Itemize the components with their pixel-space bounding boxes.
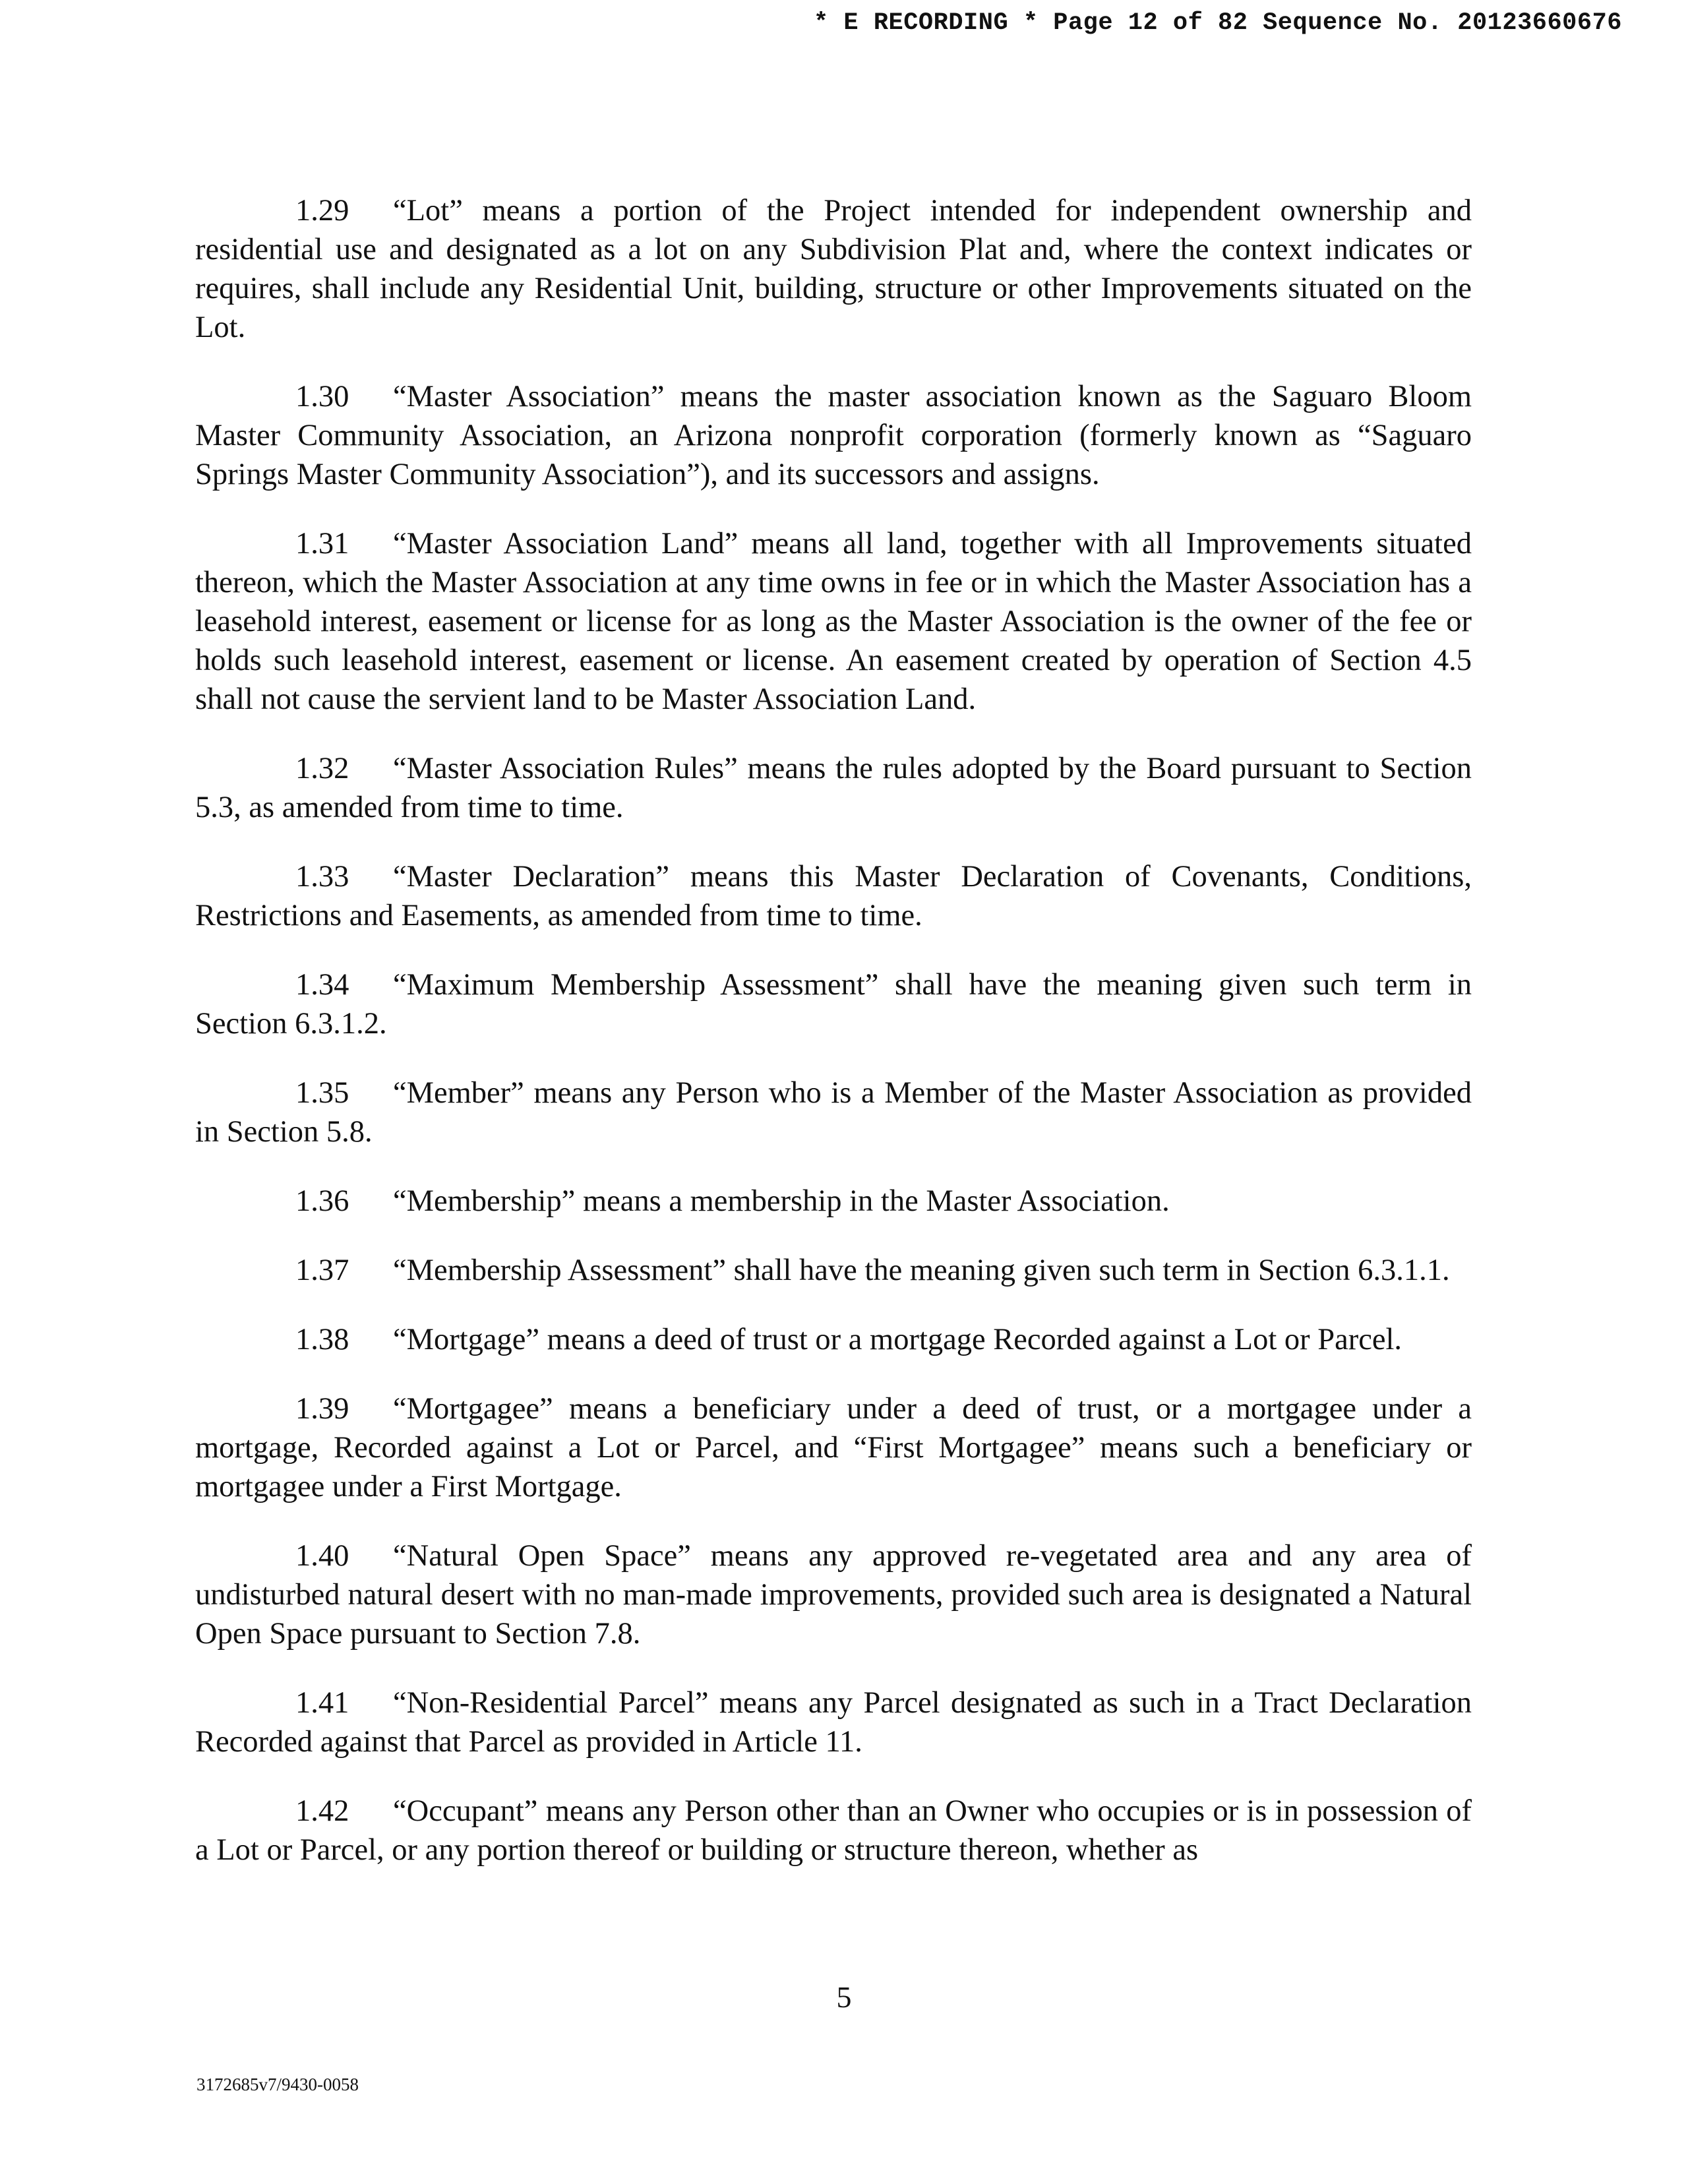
definition-paragraph (195, 965, 1472, 1043)
document-id: 3172685v7/9430-0058 (196, 2075, 359, 2094)
section-number: 1.34 (295, 968, 349, 1002)
definition-text: “Master Association Rules” means the rules adopted by the Board pursuant to Section 5.3, as amended from time to time. (195, 752, 1472, 824)
definition-text: “Member” means any Person who is a Member of the Master Association as provided in Section 5.8. (195, 1076, 1472, 1149)
definition-paragraph (195, 524, 1472, 719)
section-number: 1.40 (295, 1539, 349, 1573)
definition-text: “Non-Residential Parcel” means any Parcel designated as such in a Tract Declaration Recorded against that Parcel as provided in Article 11. (195, 1686, 1472, 1759)
section-number: 1.32 (295, 752, 349, 785)
recording-header: * E RECORDING * Page 12 of 82 Sequence No. 20123660676 (814, 9, 1622, 37)
definition-paragraph (195, 377, 1472, 494)
definition-paragraph (195, 749, 1472, 827)
section-number: 1.35 (295, 1076, 349, 1110)
definition-text: “Membership Assessment” shall have the meaning given such term in Section 6.3.1.1. (393, 1254, 1450, 1287)
definition-paragraph (195, 1251, 1472, 1290)
definition-text: “Master Association Land” means all land, together with all Improvements situated thereon, which the Master Association at any time owns in fee or in which the Master Association has a leasehold interest, easement or license for as long as the Master Association is the owner of the fee or holds such leasehold interest, easement or license. An easement created by operation of Section 4.5 shall not cause the servient land to be Master Association Land. (195, 527, 1472, 716)
section-number: 1.41 (295, 1686, 349, 1720)
definition-text: “Membership” means a membership in the Master Association. (393, 1184, 1170, 1218)
definitions-body (195, 191, 1472, 1900)
definition-paragraph (195, 1320, 1472, 1359)
definition-text: “Lot” means a portion of the Project intended for independent ownership and residential use and designated as a lot on any Subdivision Plat and, where the context indicates or requires, shall include any Residential Unit, building, structure or other Improvements situated on the Lot. (195, 194, 1472, 344)
section-number: 1.42 (295, 1794, 349, 1828)
section-number: 1.36 (295, 1184, 349, 1218)
page-number: 5 (836, 1980, 852, 2014)
definition-paragraph (195, 1684, 1472, 1761)
definition-paragraph (195, 1792, 1472, 1869)
definition-text: “Mortgagee” means a beneficiary under a deed of trust, or a mortgagee under a mortgage, Recorded against a Lot or Parcel, and “First Mortgagee” means such a beneficiary or mortgagee under a First Mortgage. (195, 1392, 1472, 1503)
definition-text: “Natural Open Space” means any approved re-vegetated area and any area of undisturbed natural desert with no man-made improvements, provided such area is designated a Natural Open Space pursuant to Section 7.8. (195, 1539, 1472, 1651)
section-number: 1.31 (295, 527, 349, 561)
definition-paragraph (195, 1074, 1472, 1151)
definition-paragraph (195, 1182, 1472, 1221)
definition-text: “Master Declaration” means this Master Declaration of Covenants, Conditions, Restrictions and Easements, as amended from time to time. (195, 860, 1472, 932)
section-number: 1.37 (295, 1254, 349, 1287)
definition-paragraph (195, 857, 1472, 935)
section-number: 1.38 (295, 1323, 349, 1356)
definition-text: “Occupant” means any Person other than an Owner who occupies or is in possession of a Lot or Parcel, or any portion thereof or building or structure thereon, whether as (195, 1794, 1472, 1867)
definition-text: “Master Association” means the master association known as the Saguaro Bloom Master Community Association, an Arizona nonprofit corporation (formerly known as “Saguaro Springs Master Community Association”), and its successors and assigns. (195, 380, 1472, 491)
definition-text: “Mortgage” means a deed of trust or a mortgage Recorded against a Lot or Parcel. (393, 1323, 1402, 1356)
definition-text: “Maximum Membership Assessment” shall have the meaning given such term in Section 6.3.1.2. (195, 968, 1472, 1041)
definition-paragraph (195, 1389, 1472, 1506)
definition-paragraph (195, 191, 1472, 347)
definition-paragraph (195, 1536, 1472, 1653)
section-number: 1.30 (295, 380, 349, 413)
section-number: 1.39 (295, 1392, 349, 1426)
section-number: 1.33 (295, 860, 349, 894)
section-number: 1.29 (295, 194, 349, 228)
